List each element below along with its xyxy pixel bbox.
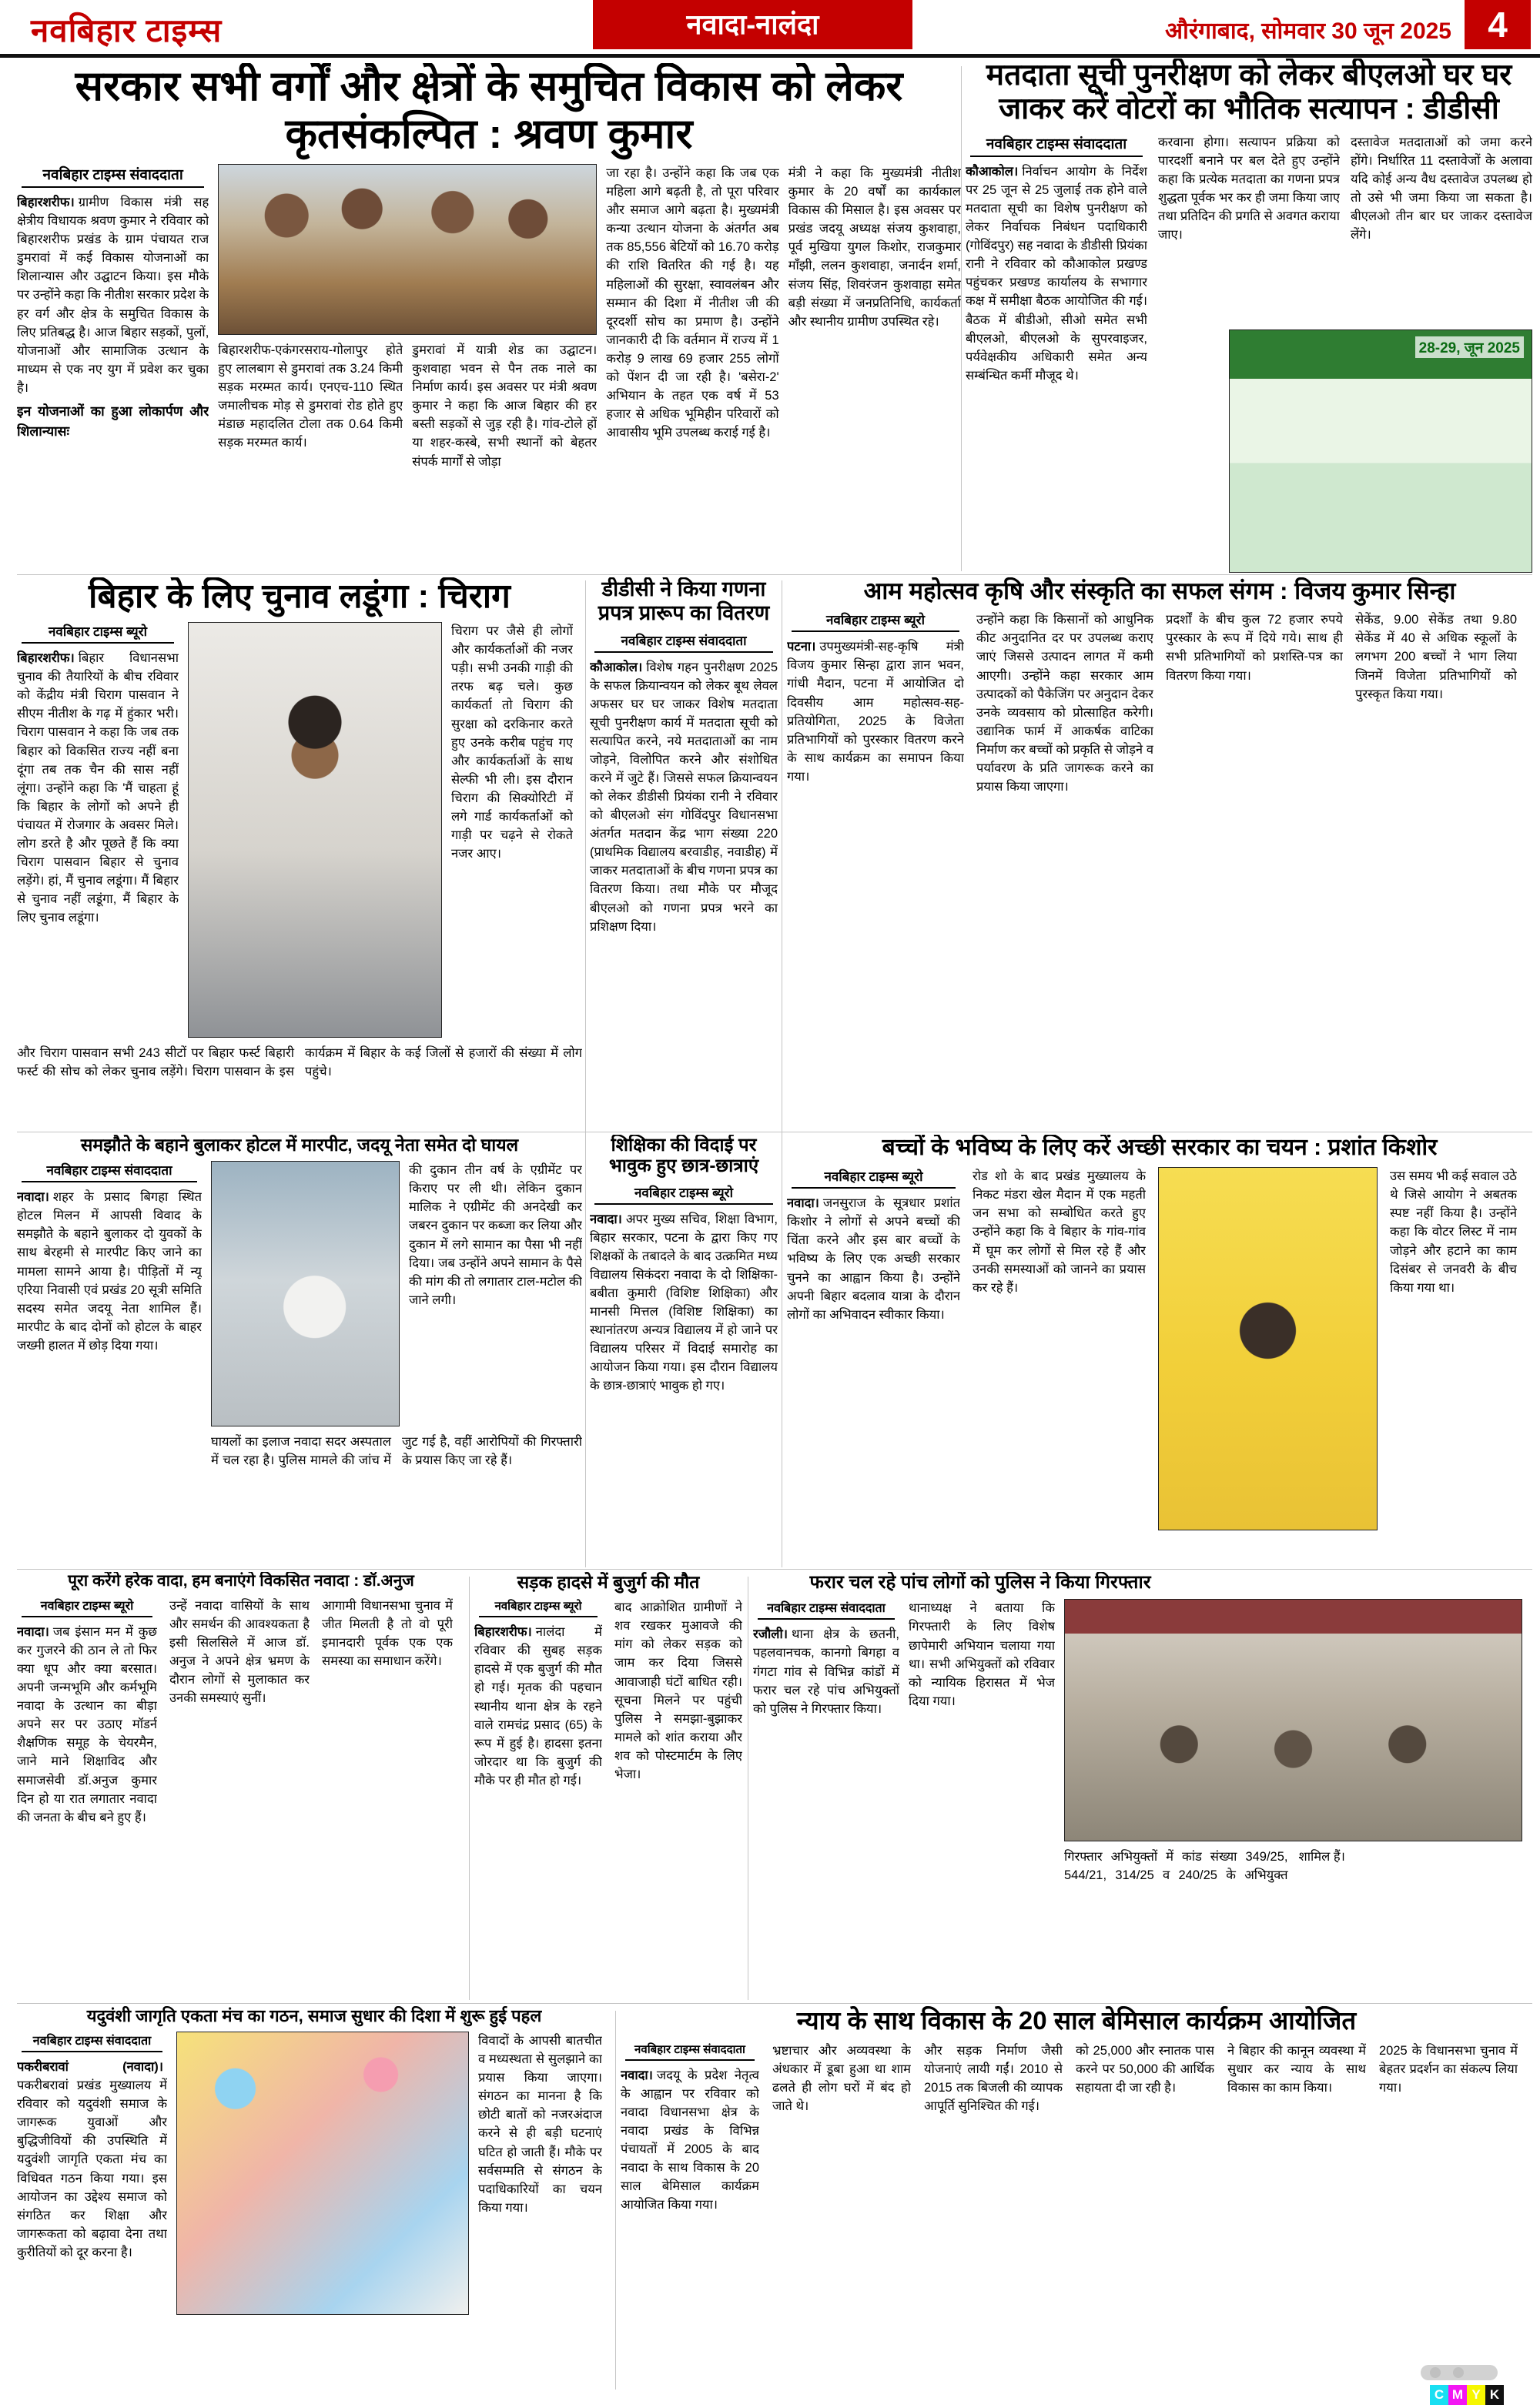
body-text: की दुकान तीन वर्ष के एग्रीमेंट पर किराए पर ली थी। लेकिन दुकान मालिक ने एग्रीमेंट की अनदेखी कर जबरन दुकान पर कब्जा कर लिया और दुकान में लगे सामान का पैसा भी नहीं दिया। जब उन्होंने अपने सामान के पैसे की मांग की तो लगातार टाल-मटोल की जाने लगी। [409,1163,582,1307]
headline: मतदाता सूची पुनरीक्षण को लेकर बीएलओ घर घर जाकर करें वोटरों का भौतिक सत्यापन : डीडीसी [986,59,1512,126]
article-ganana-prapatra: डीडीसी ने किया गणना प्रपत्र प्रारूप का वितरण नवबिहार टाइम्स संवाददाता कौआकोल। विशेष गहन पुनरीक्षण 2025 के सफल क्रियान्वयन को लेकर बूथ लेवल अफसर घर घर जाकर विशेष मतदाता सूची पुनरीक्षण कार्य में मतदाता सूची को सत्यापित करने, नये मतदाताओं का नाम जोड़ने, विलोपित करने और संशोधित करने में जुटे हैं। जिससे सफल क्रियान्वयन को लेकर डीडीसी प्रियंका रानी ने रविवार को बीएलओ संग गोविंदपुर विधानसभा अंतर्गत मतदान केंद्र भाग संख्या 220 (प्राथमिक विद्यालय बरवाडीह, नवाडीह) में जाकर मतदाताओं के बीच गणना प्रपत्र का वितरण किया। तथा मौके पर मौजूद बीएलओ को गणना प्रपत्र भरने का प्रशिक्षण दिया। [590,577,778,934]
body-text: घायलों का इलाज नवादा सदर अस्पताल में चल रहा है। पुलिस मामले की जांच में जुट गई है, वहीं आरोपियों की गिरफ्तारी के प्रयास किए जा रहे हैं। [211,1435,582,1468]
body-text: डुमरावां में यात्री शेड का उद्घाटन। कुशवाहा भवन से पैन तक नाले का निर्माण कार्य। इस अवसर पर मंत्री श्रवण कुमार ने कहा कि आज बिहार की हर बस्ती सड़कों से जुड़ रही है। गांव-टोले हों या शहर-कस्बे, सभी स्थानों को बेहतर संपर्क मार्गों से जोड़ा [412,343,598,469]
article-chirag [17,577,582,1129]
article-shikshika-farewell: शिक्षिका की विदाई पर भावुक हुए छात्र-छात्राएं नवबिहार टाइम्स ब्यूरो नवादा। अपर मुख्य सचिव, शिक्षा विभाग, बिहार सरकार, पटना के द्वारा किए गए शिक्षकों के तबादले के बाद उत्क्रमित मध्य विद्यालय सिकंदरा नवादा के दो शिक्षिका-बबीता कुमारी (विशिष्ट शिक्षिका) और मानसी मित्तल (विशिष्ट शिक्षिका) का स्थानांतरण अन्यत्र विद्यालय में हो जाने पर विद्यालय परिसर में विदाई समारोह का आयोजन किया गया। इस दौरान विद्यालय के छात्र-छात्राएं भावुक हो गए। [590,1135,778,1393]
body-text: विशेष गहन पुनरीक्षण 2025 के सफल क्रियान्वयन को लेकर बूथ लेवल अफसर घर घर जाकर विशेष मतदाता सूची पुनरीक्षण कार्य में मतदाता सूची को सत्यापित करने, नये मतदाताओं का नाम जोड़ने, विलोपित करने और संशोधित करने में जुटे हैं। जिससे सफल क्रियान्वयन को लेकर डीडीसी प्रियंका रानी ने रविवार को बीएलओ संग गोविंदपुर विधानसभा अंतर्गत मतदान केंद्र भाग संख्या 220 (प्राथमिक विद्यालय बरवाडीह, नवाडीह) में जाकर मतदाताओं के बीच गणना प्रपत्र का वितरण किया। तथा मौके पर मौजूद बीएलओ को गणना प्रपत्र भरने का प्रशिक्षण दिया। [590,660,778,934]
subhead: इन योजनाओं का हुआ लोकार्पण और शिलान्यासः [17,403,209,439]
photo-shravan-event [218,164,597,335]
headline: समझौते के बहाने बुलाकर होटल में मारपीट, जदयू नेता समेत दो घायल [80,1135,519,1155]
body-text: चिराग पर जैसे ही लोगों और कार्यकर्ताओं की नजर पड़ी। सभी उनकी गाड़ी की तरफ बढ़ चले। कुछ कार्यकर्ता तो चिराग की सुरक्षा को दरकिनार करते हुए उनके करीब पहुंच गए और कार्यकर्ताओं के साथ सेल्फी भी ली। इस दौरान चिराग की सिक्योरिटी में लगे गार्ड कार्यकर्ताओं को गाड़ी पर चढ़ने से रोकते नजर आए। [451,624,573,861]
headline: आम महोत्सव कृषि और संस्कृति का सफल संगम : विजय कुमार सिन्हा [863,577,1456,604]
article-hotel-assault [17,1135,582,1569]
article-nyay-vikas [621,2006,1532,2395]
photo-yaduvanshi-event [176,2032,469,2315]
body-text: विवादों के आपसी बातचीत व मध्यस्थता से सुलझाने का प्रयास किया जाएगा। संगठन का मानना है कि छोटी बातों को नजरअंदाज करने से ही बड़ी घटनाएं घटित हो जाती हैं। मौके पर सर्वसम्मति से संगठन के पदाधिकारियों का चयन किया गया। [478,2034,602,2215]
body-text: सेकेंड, 9.00 सेकेंड तथा 9.80 सेकेंड में 40 से अधिक स्कूलों के लगभग 200 बच्चों ने भाग लिया जिनमें विजेता प्रतिभागियों को पुरस्कृत किया गया। [1355,613,1517,701]
body-text: प्रदर्शों के बीच कुल 72 हजार रुपये पुरस्कार के रूप में दिये गये। साथ ही सभी प्रतिभागियों को प्रशस्ति-पत्र का वितरण किया गया। [1166,613,1343,683]
headline: फरार चल रहे पांच लोगों को पुलिस ने किया गिरफ्तार [809,1572,1151,1593]
headline: यदुवंशी जागृति एकता मंच का गठन, समाज सुधार की दिशा में शुरू हुई पहल [86,2006,542,2025]
byline: नवबिहार टाइम्स संवाददाता [22,164,204,188]
article-arrests [753,1572,1532,2003]
headline: न्याय के साथ विकास के 20 साल बेमिसाल कार्यक्रम आयोजित [796,2006,1357,2035]
body-text: भ्रष्टाचार और अव्यवस्था के अंधकार में डूबा हुआ था शाम ढलते ही लोग घरों में बंद हो जाते थे। [772,2043,911,2113]
body-text: शहर के प्रसाद बिगहा स्थित होटल मिलन में आपसी विवाद के समझौते के बहाने बुलाकर दो युवकों के साथ बेरहमी से मारपीट किए जाने का मामला सामने आया है। पीड़ितों में न्यू एरिया निवासी एवं प्रखंड 20 सूत्री समिति सदस्य समेत जदयू नेता शामिल हैं। मारपीट के बाद दोनों को होटल के बाहर जख्मी हालत में छोड़ दिया गया। [17,1190,202,1353]
byline: नवबिहार टाइम्स संवाददाता [22,2032,162,2052]
body-text: उपमुख्यमंत्री-सह-कृषि मंत्री विजय कुमार सिन्हा द्वारा ज्ञान भवन, गांधी मैदान, पटना में आयोजित दो दिवसीय आम महोत्सव-सह-प्रतियोगिता, 2025 के विजेता प्रतिभागियों को पुरस्कार वितरण करने के साथ कार्यक्रम का समापन किया गया। [787,640,964,784]
byline: नवबिहार टाइम्स ब्यूरो [792,610,959,632]
article-shravan-kumar [17,63,961,574]
headline: बच्चों के भविष्य के लिए करें अच्छी सरकार का चयन : प्रशांत किशोर [882,1135,1438,1160]
body-text: उस समय भी कई सवाल उठे थे जिसे आयोग ने अबतक स्पष्ट नहीं किया है। उन्होंने कहा कि वोटर लिस्ट में नाम जोड़ने और हटाने का काम दिसंबर से जनवरी के बीच किया गया था। [1390,1169,1517,1295]
text-column: नवबिहार टाइम्स ब्यूरो बिहारशरीफ। बिहार विधानसभा चुनाव की तैयारियों के बीच रविवार को केंद्रीय मंत्री चिराग पासवान ने सीएम नीतीश के गढ़ में हुंकार भरी। चिराग पासवान ने कहा कि जब तक बिहार को विकसित राज्य नहीं बना दूंगा तब तक चैन की सास नहीं लूंगा। उन्होंने कहा कि 'मैं चाहता हूं कि बिहार के लोगों को अपने ही पंचायत में रोजगार के अवसर मिले। लोग डरते है और पूछते हैं कि क्या चिराग पासवान बिहार से चुनाव लड़ेंगे। हां, मैं चुनाव लडूंगा। मैं बिहार से चुनाव नहीं लडूंगा, मैं बिहार के लिए चुनाव लडूंगा। [17,622,179,1038]
row-divider [17,574,1532,575]
scrollbar-thumb[interactable] [1421,2365,1498,2380]
text-column: नवबिहार टाइम्स संवाददाता रजौली। थाना क्षेत्र के छतनी, पहलवानचक, कानगो बिगहा व गंगटा गांव से विभिन्न कांडों में फरार चल रहे पांच अभियुक्तों को पुलिस ने गिरफ्तार किया। [753,1599,899,1963]
body-text: थानाध्यक्ष ने बताया कि गिरफ्तारी के लिए विशेष छापेमारी अभियान चलाया गया था। सभी अभियुक्तों को रविवार को न्यायिक हिरासत में भेज दिया गया। [909,1601,1055,1708]
edition-date: औरंगाबाद, सोमवार 30 जून 2025 [1165,18,1451,44]
headline: सरकार सभी वर्गों और क्षेत्रों के समुचित विकास को लेकर कृतसंकल्पित : श्रवण कुमार [75,63,903,157]
byline: नवबिहार टाइम्स संवाददाता [625,2042,755,2061]
article-dr-anuj [17,1572,465,2003]
body-text: निर्वाचन आयोग के निर्देश पर 25 जून से 25 जुलाई तक होने वाले मतदाता सूची का विशेष पुनरीक्षण को लेकर निर्वाचक निबंधन पदाधिकारी (गोविंदपुर) सह नवादा के डीडीसी प्रियंका रानी ने रविवार को कौआकोल प्रखण्ड पहुंचकर प्रखण्ड कार्यालय के सभागार कक्ष में समीक्षा बैठक आयोजित की गई। बैठक में बीडीओ, सीओ समेत सभी बीएलओ, बीएलओ के सुपरवाइजर, पर्यवेक्षकीय अधिकारी समेत अन्य सम्बंन्धित कर्मी मौजूद थे। [966,164,1147,383]
text-column: नवबिहार टाइम्स ब्यूरो पटना। उपमुख्यमंत्री-सह-कृषि मंत्री विजय कुमार सिन्हा द्वारा ज्ञान भवन, गांधी मैदान, पटना में आयोजित दो दिवसीय आम महोत्सव-सह-प्रतियोगिता, 2025 के विजेता प्रतिभागियों को पुरस्कार वितरण करने के साथ कार्यक्रम का समापन किया गया। [787,610,964,796]
column-divider [469,1577,470,2000]
headline: पूरा करेंगे हरेक वादा, हम बनाएंगे विकसित नवादा : डॉ.अनुज [68,1572,414,1590]
body-text: नालंदा में रविवार की सुबह सड़क हादसे में एक बुजुर्ग की मौत हो गई। मृतक की पहचान स्थानीय थाना क्षेत्र के रहने वाले रामचंद्र प्रसाद (65) के रूप में हुई है। हादसा इतना जोरदार था कि बुजुर्ग की मौके पर ही मौत हो गई। [474,1625,602,1788]
photo-overlay-date: 28-29, जून 2025 [1415,336,1524,358]
photo-chirag-paswan [188,622,442,1038]
body-text: 2025 के विधानसभा चुनाव में बेहतर प्रदर्शन का संकल्प लिया गया। [1379,2043,1518,2095]
body-text: बाद आक्रोशित ग्रामीणों ने शव रखकर मुआवजे की मांग को लेकर सड़क को जाम कर दिया जिससे आवाजाही घंटों बाधित रही। सूचना मिलने पर पहुंची पुलिस ने समझा-बुझाकर मामले को शांत कराया और शव को पोस्टमार्टम के लिए भेजा। [614,1600,742,1781]
byline: नवबिहार टाइम्स ब्यूरो [22,622,174,644]
body-text: बिहार विधानसभा चुनाव की तैयारियों के बीच रविवार को केंद्रीय मंत्री चिराग पासवान ने सीएम नीतीश के गढ़ में हुंकार भरी। चिराग पासवान ने कहा कि जब तक बिहार को विकसित राज्य नहीं बना दूंगा तब तक चैन की सास नहीं लूंगा। उन्होंने कहा कि 'मैं चाहता हूं कि बिहार के लोगों को अपने ही पंचायत में रोजगार के अवसर मिले। लोग डरते है और पूछते हैं कि क्या चिराग पासवान बिहार से चुनाव लड़ेंगे। हां, मैं चुनाव लडूंगा। मैं बिहार से चुनाव नहीं लडूंगा, मैं बिहार के लिए चुनाव लडूंगा। [17,651,179,925]
byline: नवबिहार टाइम्स संवाददाता [594,631,773,653]
print-mark-yellow: Y [1467,2385,1485,2405]
print-mark-magenta: M [1448,2385,1467,2405]
body-text: जदयू के प्रदेश नेतृत्व के आह्वान पर रविवार को नवादा विधानसभा क्षेत्र के नवादा प्रखंड के विभिन्न पंचायतों में 2005 के बाद नवादा के साथ विकास के 20 साल बेमिसाल कार्यक्रम आयोजित किया गया। [621,2068,759,2212]
headline: शिक्षिका की विदाई पर भावुक हुए छात्र-छात्राएं [608,1135,759,1177]
photo-mango-festival [1229,329,1532,573]
body-text: अपर मुख्य सचिव, शिक्षा विभाग, बिहार सरकार, पटना के द्वारा किए गए शिक्षकों के तबादले के बाद उत्क्रमित मध्य विद्यालय सिकंदरा नवादा के दो शिक्षिका-बबीता कुमारी (विशिष्ट शिक्षिका) और मानसी मित्तल (विशिष्ट शिक्षिका) का स्थानांतरण अन्यत्र विद्यालय में हो जाने पर विद्यालय परिसर में विदाई समारोह का आयोजन किया गया। इस दौरान विद्यालय के छात्र-छात्राएं भावुक हो गए। [590,1212,778,1393]
row-divider [17,2003,1532,2004]
scrollbar-dot [1430,2367,1441,2378]
body-text: करवाना होगा। सत्यापन प्रक्रिया को पारदर्शी बनाने पर बल देते हुए उन्होंने कहा कि प्रत्येक मतदाता का गणना प्रपत्र शुद्धता पूर्वक भर कर ही जमा किया जाए तथा प्रतिदिन की प्रगति से अवगत कराया जाए। [1158,135,1340,242]
column-divider [615,2011,616,2390]
page-number: 4 [1465,0,1531,49]
row-divider [17,1569,1532,1570]
body-text: जब इंसान मन में कुछ कर गुजरने की ठान ले तो फिर क्या धूप और क्या बरसात। अपनी जन्मभूमि और कर्मभूमि नवादा के उत्थान का बीड़ा अपने सर पर उठाए मॉडर्न शैक्षणिक समूह के चेयरमैन, जाने माने शिक्षाविद और समाजसेवी डॉ.अनुज कुमार दिन हो या रात लगातार नवादा की जनता के बीच बने हुए हैं। [17,1624,157,1824]
body-text: ग्रामीण विकास मंत्री सह क्षेत्रीय विधायक श्रवण कुमार ने रविवार को बिहारशरीफ प्रखंड के ग्राम पंचायत राज डुमरावां में कई विकास योजनाओं का शिलान्यास और उद्घाटन किया। इस मौके पर उन्होंने कहा कि नीतीश सरकार प्रदेश के हर वर्ग और क्षेत्र के समुचित विकास के लिए प्रतिबद्ध है। आज बिहार सड़कों, पुलों, योजनाओं और सामाजिक उत्थान के माध्यम से एक नए युग में प्रवेश कर चुका है। [17,196,209,395]
print-mark-cyan: C [1430,2385,1448,2405]
headline: बिहार के लिए चुनाव लडूंगा : चिराग [89,577,511,615]
header-rule [0,54,1540,58]
headline: सड़क हादसे में बुजुर्ग की मौत [517,1572,700,1592]
column-divider [585,580,586,1567]
byline: नवबिहार टाइम्स संवाददाता [22,1161,197,1182]
byline: नवबिहार टाइम्स ब्यूरो [479,1598,598,1617]
photo-arrested-men [1064,1599,1522,1841]
body-text: जा रहा है। उन्होंने कहा कि जब एक महिला आगे बढ़ती है, तो पूरा परिवार और समाज आगे बढ़ता है। मुख्यमंत्री कन्या उत्थान योजना के अंतर्गत अब तक 85,556 बेटियों को 16.70 करोड़ की राशि वितरित की गई है। यह महिलाओं की सुरक्षा, स्वावलंबन और सम्मान की दिशा में नीतीश जी की दूरदर्शी सोच का प्रमाण है। उन्होंने जानकारी दी कि वर्तमान में राज्य में 1 करोड़ 9 लाख 69 हजार 255 लोगों को पेंशन दी जा रही है। 'बसेरा-2' अभियान के तहत एक वर्ष में 53 हजार से अधिक भूमिहीन परिवारों को आवासीय भूमि उपलब्ध कराई गई है। [606,166,779,440]
byline: नवबिहार टाइम्स संवाददाता [970,133,1143,157]
article-prashant-kishor [787,1135,1532,1569]
body-text: पकरीबरावां प्रखंड मुख्यालय में रविवार को यदुवंशी समाज के जागरूक युवाओं और बुद्धिजीवियों की उपस्थिति में यदुवंशी जागृति एकता मंच का विधिवत गठन किया गया। इस आयोजन का उद्देश्य समाज को संगठित कर शिक्षा और जागरूकता को बढ़ावा देना तथा कुरीतियों को दूर करना है। [17,2079,167,2259]
body-text: थाना क्षेत्र के छतनी, पहलवानचक, कानगो बिगहा व गंगटा गांव से विभिन्न कांडों में फरार चल रहे पांच अभियुक्तों को पुलिस ने गिरफ्तार किया। [753,1627,899,1716]
body-text: आगामी विधानसभा चुनाव में जीत मिलती है तो वो पूरी इमानदारी पूर्वक एक एक समस्या का समाधान करेंगे। [322,1598,453,1669]
print-mark-black: K [1485,2385,1504,2405]
article-mango-festival [787,577,1532,1129]
text-column: नवबिहार टाइम्स संवाददाता नवादा। शहर के प्रसाद बिगहा स्थित होटल मिलन में आपसी विवाद के समझौते के बहाने बुलाकर दो युवकों के साथ बेरहमी से मारपीट किए जाने का मामला सामने आया है। पीड़ितों में न्यू एरिया निवासी एवं प्रखंड 20 सूत्री समिति सदस्य समेत जदयू नेता शामिल हैं। मारपीट के बाद दोनों को होटल के बाहर जख्मी हालत में छोड़ दिया गया। [17,1161,202,1523]
photo-prashant-kishor [1158,1167,1378,1530]
text-column: नवबिहार टाइम्स संवाददाता पकरीबरावां (नवादा)।पकरीबरावां प्रखंड मुख्यालय में रविवार को यदुवंशी समाज के जागरूक युवाओं और बुद्धिजीवियों की उपस्थिति में यदुवंशी जागृति एकता मंच का विधिवत गठन किया गया। इस आयोजन का उद्देश्य समाज को संगठित कर शिक्षा और जागरूकता को बढ़ावा देना तथा कुरीतियों को दूर करना है। [17,2032,167,2315]
scrollbar-dot [1453,2367,1464,2378]
body-text: और चिराग पासवान सभी 243 सीटों पर बिहार फर्स्ट बिहारी फर्स्ट की सोच को लेकर चुनाव लड़ेंगे। चिराग पासवान के इस कार्यक्रम में बिहार के कई जिलों से हजारों की संख्या में लोग पहुंचे। [17,1046,582,1079]
text-column: नवबिहार टाइम्स ब्यूरो नवादा। जब इंसान मन में कुछ कर गुजरने की ठान ले तो फिर क्या धूप और क्या बरसात। अपनी जन्मभूमि और कर्मभूमि नवादा के उत्थान का बीड़ा अपने सर पर उठाए मॉडर्न शैक्षणिक समूह के चेयरमैन, जाने माने शिक्षाविद और समाजसेवी डॉ.अनुज कुमार दिन हो या रात लगातार नवादा की जनता के बीच बने हुए हैं। [17,1597,157,1827]
section-box: नवादा-नालंदा [593,0,912,49]
body-text: मंत्री ने कहा कि मुख्यमंत्री नीतीश कुमार के 20 वर्षों का कार्यकाल विकास की मिसाल है। इस अवसर पर प्रखंड जदयू अध्यक्ष संजय कुशवाहा, पूर्व मुखिया युगल किशोर, राजकुमार माँझी, ललन कुशवाहा, जनार्दन शर्मा, संजय सिंह, शिवरंजन कुशवाहा समेत बड़ी संख्या में जनप्रतिनिधि, कार्यकर्ता और स्थानीय ग्रामीण उपस्थित रहे। [788,166,961,329]
body-text: ने बिहार की कानून व्यवस्था में सुधार कर न्याय के साथ विकास का काम किया। [1227,2043,1366,2095]
body-text: उन्होंने कहा कि किसानों को आधुनिक कीट अनुदानित दर पर उपलब्ध कराए जाएं जिससे उत्पादन लागत में कमी आएगी। उन्होंने कहा सरकार आम उत्पादकों को पैकेजिंग पर अनुदान देकर उनके व्यवसाय को प्रोत्साहित करेगी। उद्यानिक फार्म में आकर्षक वाटिका निर्माण कर बच्चों को प्रकृति से जोड़ने व पर्यावरण के प्रति जागरूक करने का प्रयास किया जाएगा। [976,613,1153,794]
text-column: नवबिहार टाइम्स संवाददाता बिहारशरीफ। ग्रामीण विकास मंत्री सह क्षेत्रीय विधायक श्रवण कुमार ने रविवार को बिहारशरीफ प्रखंड के ग्राम पंचायत राज डुमरावां में कई विकास योजनाओं का शिलान्यास और उद्घाटन किया। इस मौके पर उन्होंने कहा कि नीतीश सरकार प्रदेश के हर वर्ग और क्षेत्र के समुचित विकास के लिए प्रतिबद्ध है। आज बिहार सड़कों, पुलों, योजनाओं और सामाजिक उत्थान के माध्यम से एक नए युग में प्रवेश कर चुका है। इन योजनाओं का हुआ लोकार्पण और शिलान्यासः [17,164,209,471]
body-text: और सड़क निर्माण जैसी योजनाएं लायी गईं। 2010 से 2015 तक बिजली की व्यापक आपूर्ति सुनिश्चित की गई। [924,2043,1063,2113]
body-text: को 25,000 और स्नातक पास करने पर 50,000 की आर्थिक सहायता दी जा रही है। [1076,2043,1214,2095]
byline: नवबिहार टाइम्स संवाददाता [758,1599,895,1620]
article-road-accident [474,1572,742,2003]
text-column: नवबिहार टाइम्स ब्यूरो नवादा। जनसुराज के सूत्रधार प्रशांत किशोर ने लोगों से अपने बच्चों की चिंता करने और इस बार बच्चों के भविष्य के लिए एक अच्छी सरकार चुनने का आह्वान किया है। उन्होंने अपनी बिहार बदलाव यात्रा के दौरान लोगों का अभिवादन स्वीकार किया। [787,1167,960,1530]
headline: डीडीसी ने किया गणना प्रपत्र प्रारूप का वितरण [598,577,770,624]
body-text: रोड शो के बाद प्रखंड मुख्यालय के निकट मंडरा खेल मैदान में एक महती जन सभा को सम्बोधित करते हुए उन्होंने कहा कि वे बिहार के गांव-गांव में घूम कर लोगों से मिल रहे हैं और उनकी समस्याओं को जानने का प्रयास कर रहे हैं। [973,1169,1146,1295]
body-text: दस्तावेज मतदाताओं को जमा करने होंगे। निर्धारित 11 दस्तावेजों के अलावा यदि कोई अन्य वैध दस्तावेज उपलब्ध हो तो उसे भी जमा किया जा सकता है। बीएलओ तीन बार घर जाकर दस्तावेज लेंगे। [1351,135,1532,242]
text-column: नवबिहार टाइम्स संवाददाता नवादा। जदयू के प्रदेश नेतृत्व के आह्वान पर रविवार को नवादा विधानसभा क्षेत्र के नवादा प्रखंड के विभिन्न पंचायतों में 2005 के बाद नवादा के साथ विकास के 20 साल बेमिसाल कार्यक्रम आयोजित किया गया। [621,2042,759,2212]
print-registration-marks [1430,2385,1504,2405]
text-column: नवबिहार टाइम्स संवाददाता कौआकोल। निर्वाचन आयोग के निर्देश पर 25 जून से 25 जुलाई तक होने वाले मतदाता सूची का विशेष पुनरीक्षण को लेकर निर्वाचक निबंधन पदाधिकारी (गोविंदपुर) सह नवादा के डीडीसी प्रियंका रानी ने रविवार को कौआकोल प्रखण्ड पहुंचकर प्रखण्ड कार्यालय के सभागार कक्ष में समीक्षा बैठक आयोजित की गई। बैठक में बीडीओ, सीओ समेत सभी बीएलओ, बीएलओ के सुपरवाइजर, पर्यवेक्षकीय अधिकारी समेत अन्य सम्बंन्धित कर्मी मौजूद थे। [966,133,1147,385]
text-column: नवबिहार टाइम्स ब्यूरो बिहारशरीफ। नालंदा में रविवार की सुबह सड़क हादसे में एक बुजुर्ग की मौत हो गई। मृतक की पहचान स्थानीय थाना क्षेत्र के रहने वाले रामचंद्र प्रसाद (65) के रूप में हुई है। हादसा इतना जोरदार था कि बुजुर्ग की मौके पर ही मौत हो गई। [474,1600,602,1788]
body-text: जनसुराज के सूत्रधार प्रशांत किशोर ने लोगों से अपने बच्चों की चिंता करने और इस बार बच्चों के भविष्य के लिए एक अच्छी सरकार चुनने का आह्वान किया है। उन्होंने अपनी बिहार बदलाव यात्रा के दौरान लोगों का अभिवादन स्वीकार किया। [787,1196,960,1322]
byline: नवबिहार टाइम्स ब्यूरो [594,1183,773,1205]
body-text: उन्हें नवादा वासियों के साथ और समर्थन की आवश्यकता है इसी सिलसिले में आज डॉ. अनुज ने अपने क्षेत्र भ्रमण के दौरान लोगों से मुलाकात कर उनकी समस्याएं सुनीं। [169,1598,310,1706]
byline: नवबिहार टाइम्स ब्यूरो [792,1167,956,1189]
body-text: बिहारशरीफ-एकंगरसराय-गोलापुर होते हुए लालबाग से डुमरावां तक 3.24 किमी सड़क मरम्मत कार्य। एनएच-110 स्थित जमालीचक मोड़ से डुमरावां रोड होते हुए मंडाछ महादलित टोला तक 0.64 किमी सड़क मरम्मत कार्य। [218,343,403,450]
photo-injured-man [211,1161,400,1426]
masthead-title: नवबिहार टाइम्स [31,12,223,48]
body-text: गिरफ्तार अभियुक्तों में कांड संख्या 349/25, 544/21, 314/25 व 240/25 के अभियुक्त शामिल हैं। [1064,1850,1345,1883]
column-divider [961,66,962,571]
article-yaduvanshi-manch [17,2006,611,2395]
byline: नवबिहार टाइम्स ब्यूरो [22,1597,152,1617]
